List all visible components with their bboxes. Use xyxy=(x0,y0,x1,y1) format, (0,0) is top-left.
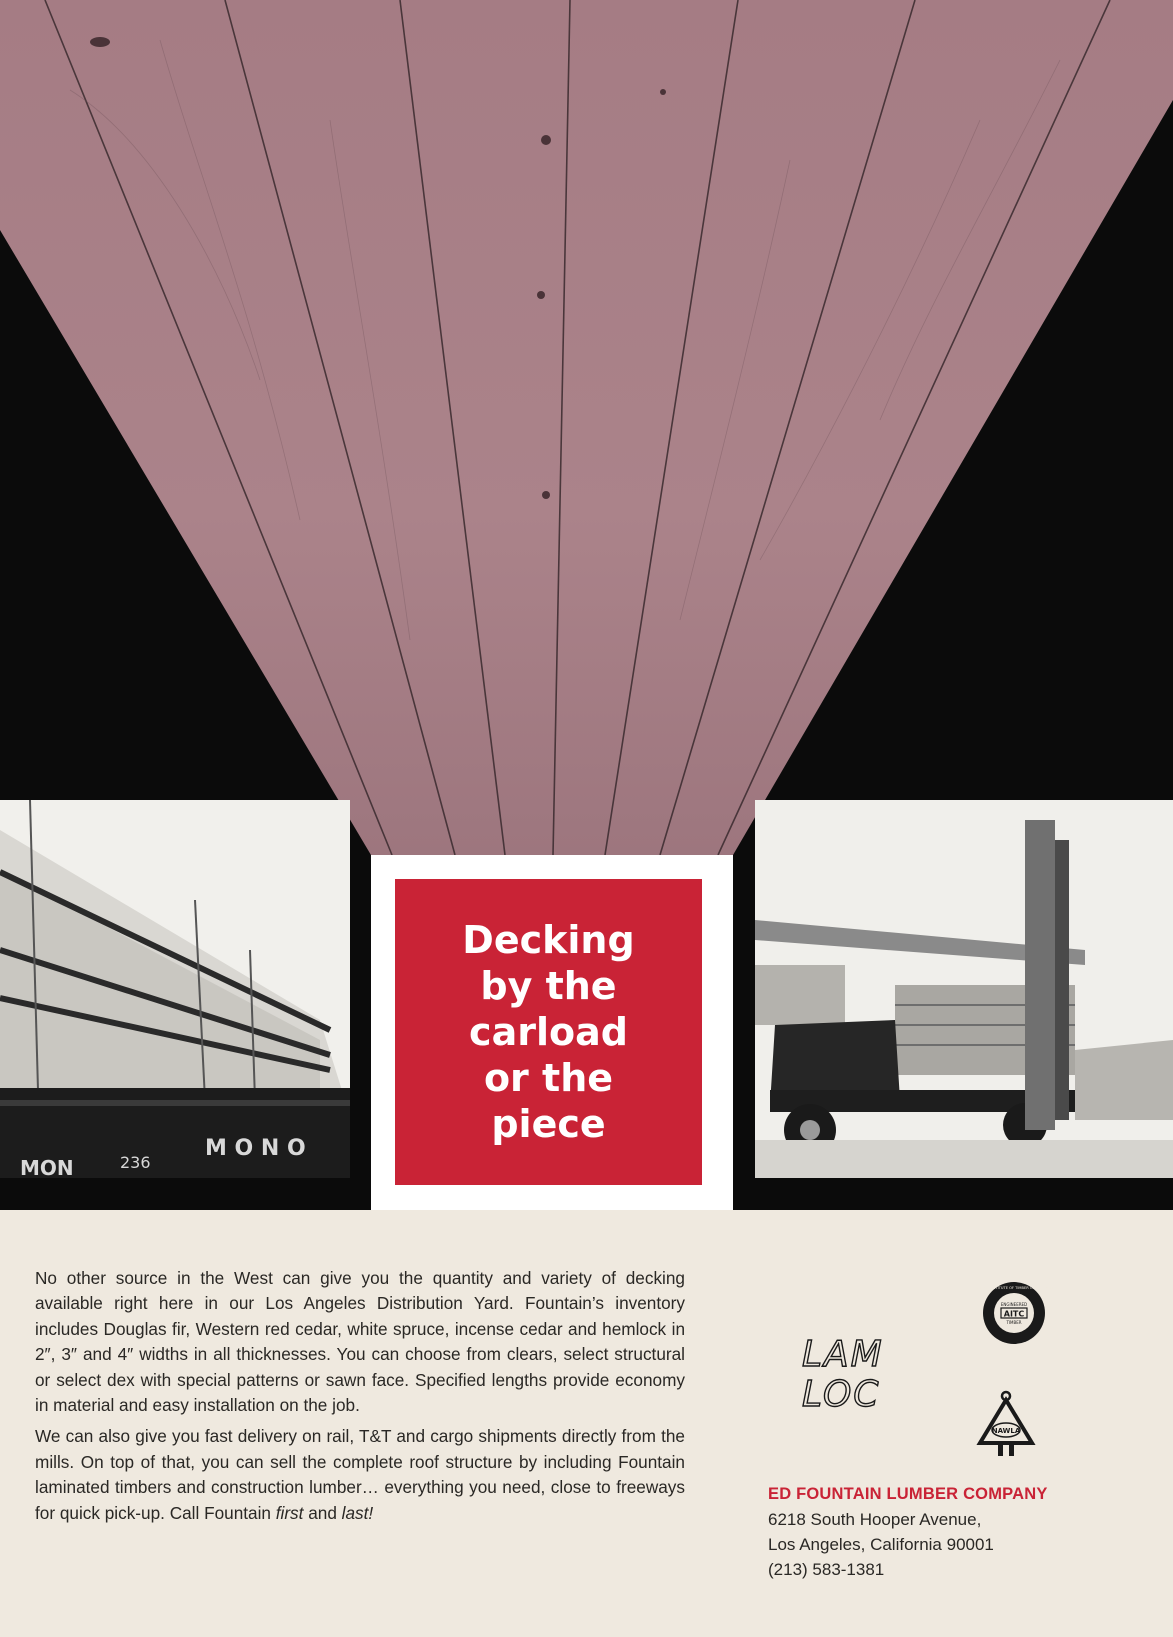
lam-loc-logo-bottom: LOC xyxy=(802,1374,881,1415)
company-street: 6218 South Hooper Avenue, xyxy=(768,1510,982,1529)
headline-line-3: carload xyxy=(469,1010,628,1054)
lam-loc-logo xyxy=(800,1330,950,1415)
aitc-seal-ring-text: AMERICAN INSTITUTE OF TIMBER CONSTRUCTION xyxy=(969,1286,1059,1290)
railcar-marking-number: 236 xyxy=(120,1153,151,1172)
emphasis-first: first xyxy=(275,1502,304,1523)
company-info xyxy=(768,1482,1048,1582)
photo-rail-car-lumber xyxy=(0,800,350,1178)
company-name: ED FOUNTAIN LUMBER COMPANY xyxy=(768,1485,1048,1503)
body-paragraph-2 xyxy=(35,1424,685,1526)
railcar-marking-monon: M O N O xyxy=(205,1136,306,1161)
nawla-logo-icon xyxy=(974,1388,1038,1458)
body-copy xyxy=(35,1266,685,1532)
railcar-marking-mon: MON xyxy=(20,1156,74,1180)
body-paragraph-2-and: and xyxy=(303,1502,342,1523)
aitc-seal-icon xyxy=(969,1281,1059,1345)
body-paragraph-2-text: We can also give you fast delivery on rail, T&T and cargo shipments directly from the mills. On top of that, you can sell the complete roof structure by including Fountain laminated timbers and construction lumber… everything you need, close to freeways for quick pick-up. Call Fountain xyxy=(35,1426,685,1523)
headline-red-box xyxy=(395,879,702,1185)
headline-line-5: piece xyxy=(491,1102,606,1146)
headline-line-1: Decking xyxy=(462,918,635,962)
body-paragraph-1: No other source in the West can give you the quantity and variety of decking available right here in our Los Angeles Distribution Yard. Fountain’s inventory includes Douglas fir, Western red cedar, white spruce, incense cedar and hemlock in 2″, 3″ and 4″ widths in all thicknesses. You can choose from clears, select structural or select dex with special patterns or sawn face. Specified lengths provide economy in material and easy installation on the job. xyxy=(35,1268,685,1416)
aitc-seal-center: AITC xyxy=(1003,1309,1025,1319)
company-phone: (213) 583-1381 xyxy=(768,1560,885,1579)
company-city: Los Angeles, California 90001 xyxy=(768,1535,994,1554)
aitc-seal-engineered: ENGINEERED xyxy=(1000,1302,1028,1307)
lam-loc-logo-top: LAM xyxy=(802,1334,884,1375)
headline-line-2: by the xyxy=(480,964,617,1008)
headline xyxy=(462,917,634,1147)
emphasis-last: last! xyxy=(341,1502,374,1523)
photo-truck-forklift xyxy=(755,800,1173,1178)
headline-line-4: or the xyxy=(483,1056,614,1100)
aitc-seal-timber: TIMBER xyxy=(1006,1320,1022,1325)
nawla-logo-text: NAWLA xyxy=(991,1427,1021,1435)
headline-frame xyxy=(371,855,733,1210)
